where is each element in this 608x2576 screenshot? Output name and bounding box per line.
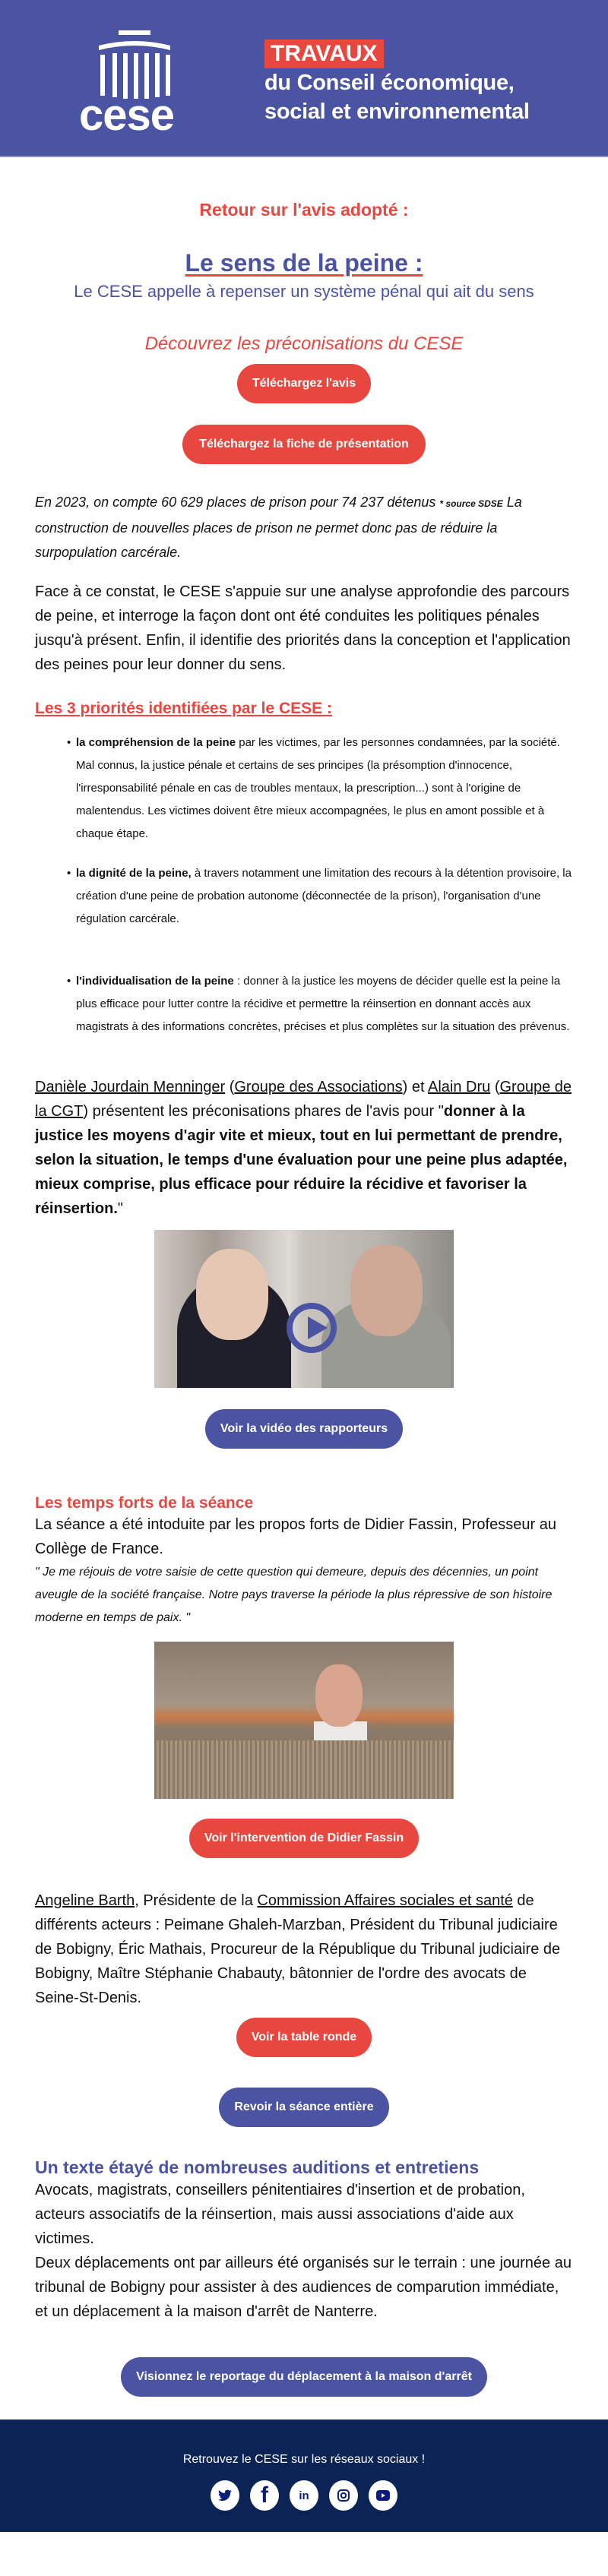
reportage-button[interactable]: Visionnez le reportage du déplacement à la maison d'arrêt xyxy=(121,2357,487,2397)
fassin-photo xyxy=(154,1642,454,1799)
table-ronde-paragraph xyxy=(35,1889,573,2010)
header-title-line2: social et environnemental xyxy=(264,100,530,124)
speaker-face xyxy=(315,1664,363,1727)
face-right xyxy=(350,1245,423,1336)
stats-text-2: La construction de nouvelles places de prison ne permet donc pas de réduire la surpopulation carcérale. xyxy=(35,495,522,560)
analysis-paragraph: Face à ce constat, le CESE s'appuie sur une analyse approfondie des parcours de peine, et interroge la façon dont ont été conduites les politiques pénales jusqu'à présent. Enfin, il identifie des priorités dans la conception et l'application des peines pour leur donner du sens. xyxy=(35,583,571,673)
youtube-icon[interactable] xyxy=(369,2480,397,2511)
download-avis-button[interactable]: Téléchargez l'avis xyxy=(237,364,371,403)
commission-link[interactable]: Commission Affaires sociales et santé xyxy=(257,1892,513,1909)
stats-source: * source SDSE xyxy=(439,498,503,509)
linkedin-icon[interactable]: in xyxy=(290,2480,318,2511)
page-subtitle: Le CESE appelle à repenser un système pénal qui ait du sens xyxy=(74,282,534,301)
rapporteur-link-2[interactable]: Alain Dru xyxy=(428,1079,491,1095)
page-title: Le sens de la peine : xyxy=(185,249,423,277)
discover-heading: Découvrez les préconisations du CESE xyxy=(144,333,464,354)
header-title xyxy=(264,40,530,126)
priorities-list xyxy=(35,732,573,1038)
facebook-icon[interactable]: f xyxy=(250,2480,279,2511)
seance-heading: Les temps forts de la séance xyxy=(35,1494,254,1512)
rapporteurs-video-button[interactable]: Voir la vidéo des rapporteurs xyxy=(205,1409,403,1449)
download-fiche-button[interactable]: Téléchargez la fiche de présentation xyxy=(182,425,426,464)
rapporteur-link-1[interactable]: Danièle Jourdain Menninger xyxy=(35,1079,226,1095)
social-links xyxy=(0,2480,608,2511)
fassin-intervention-button[interactable]: Voir l'intervention de Didier Fassin xyxy=(189,1819,419,1858)
tribune xyxy=(154,1740,454,1799)
seance-entiere-button[interactable]: Revoir la séance entière xyxy=(219,2088,388,2127)
kicker: Retour sur l'avis adopté : xyxy=(199,200,409,220)
rapporteurs-text: présentent les préconisations phares de l'avis pour xyxy=(88,1103,439,1120)
rapporteurs-paragraph: Danièle Jourdain Menninger (Groupe des Associations) et Alain Dru (Groupe de la CGT) présentent les préconisations phares de l'avis pour "donner à la justice les moyens d'agir vite et mieux, tout en lui permettant de prendre, selon la situation, le temps d'une évaluation pour une peine plus adaptée, mieux comprise, plus efficace pour réduire la récidive et favoriser la réinsertion." xyxy=(35,1079,572,1217)
stats-text: En 2023, on compte 60 629 places de prison pour 74 237 détenus xyxy=(35,495,440,510)
rapporteurs-video-thumbnail[interactable] xyxy=(154,1230,454,1388)
footer-text: Retrouvez le CESE sur les réseaux sociaux ! xyxy=(182,2453,426,2466)
priority-text: : donner à la justice les moyens de décider quelle est la peine la plus efficace pour lutter contre la récidive et permettre la réinsertion en donnant accès aux magistrats à des informations concrètes, précises et plus complètes sur la situation des prévenus. xyxy=(76,975,570,1033)
conj: et xyxy=(407,1079,428,1095)
rapporteurs-quote: donner à la justice les moyens d'agir vite et mieux, tout en lui permettant de prendre, selon la situation, le temps d'une évaluation pour une peine plus adaptée, mieux comprise, plus efficace pour réduire la récidive et favoriser la réinsertion. xyxy=(35,1103,568,1217)
priority-title: l'individualisation de la peine xyxy=(76,975,234,988)
auditions-heading: Un texte étayé de nombreuses auditions et entretiens xyxy=(35,2157,480,2177)
list-item xyxy=(76,862,573,931)
group-link-2[interactable]: Groupe de la CGT xyxy=(35,1079,572,1120)
play-icon[interactable] xyxy=(287,1303,337,1353)
twitter-icon[interactable] xyxy=(211,2480,239,2511)
table-text-1: , Présidente de la xyxy=(135,1892,258,1909)
list-item xyxy=(76,732,573,845)
instagram-icon[interactable] xyxy=(329,2480,358,2511)
header-title-line1: du Conseil économique, xyxy=(264,71,515,95)
footer xyxy=(0,2420,608,2532)
stats-paragraph xyxy=(35,490,573,564)
priority-text: par les victimes, par les personnes condamnées, par la société. Mal connus, la justice pénale et certains de ses principes (la présomption d'innocence, l'irresponsabilité pénale en cas de troubles mentaux, la prescription...) sont à l'origine de malentendus. Les victimes doivent être mieux accompagnées, le plus en amont possible et à chaque étape. xyxy=(76,736,560,840)
table-text-2: de différents acteurs : Peimane Ghaleh-Marzban, Président du Tribunal judiciaire de Bobigny, Éric Mathais, Procureur de la République du Tribunal judiciaire de Bobigny, Maître Stéphanie Chabauty, bâtonnier de l'ordre des avocats de Seine-St-Denis. xyxy=(35,1892,561,2006)
travaux-badge: TRAVAUX xyxy=(264,40,384,68)
priority-text: à travers notamment une limitation des recours à la détention provisoire, la création d'une peine de probation autonome (déconnectée de la prison), l'organisation d'une régulation carcérale. xyxy=(76,867,572,925)
priorities-heading: Les 3 priorités identifiées par le CESE : xyxy=(35,700,332,717)
auditions-paragraph-1: Avocats, magistrats, conseillers pénitentiaires d'insertion et de probation, acteurs associatifs de la réinsertion, mais aussi associations d'aide aux victimes. xyxy=(35,2182,525,2247)
angeline-barth-link[interactable]: Angeline Barth xyxy=(35,1892,135,1909)
priority-title: la dignité de la peine, xyxy=(76,867,192,880)
list-item xyxy=(76,970,573,1038)
logo-wordmark: cese xyxy=(79,90,175,140)
face-left xyxy=(196,1249,268,1340)
priority-title: la compréhension de la peine xyxy=(76,736,236,749)
auditions-paragraph-2: Deux déplacements ont par ailleurs été organisés sur le terrain : une journée au tribunal de Bobigny pour assister à des audiences de comparution immédiate, et un déplacement à la maison d'arrêt de Nanterre. xyxy=(35,2255,572,2320)
group-link-1[interactable]: Groupe des Associations xyxy=(234,1079,403,1095)
table-ronde-button[interactable]: Voir la table ronde xyxy=(236,2018,372,2057)
seance-intro: La séance a été intoduite par les propos forts de Didier Fassin, Professeur au Collège de France. xyxy=(35,1516,556,1557)
header-banner xyxy=(0,0,608,157)
fassin-quote: " Je me réjouis de votre saisie de cette question qui demeure, depuis des décennies, un point aveugle de la société française. Notre pays traverse la période la plus répressive de son histoire moderne en temps de paix. " xyxy=(35,1566,553,1624)
